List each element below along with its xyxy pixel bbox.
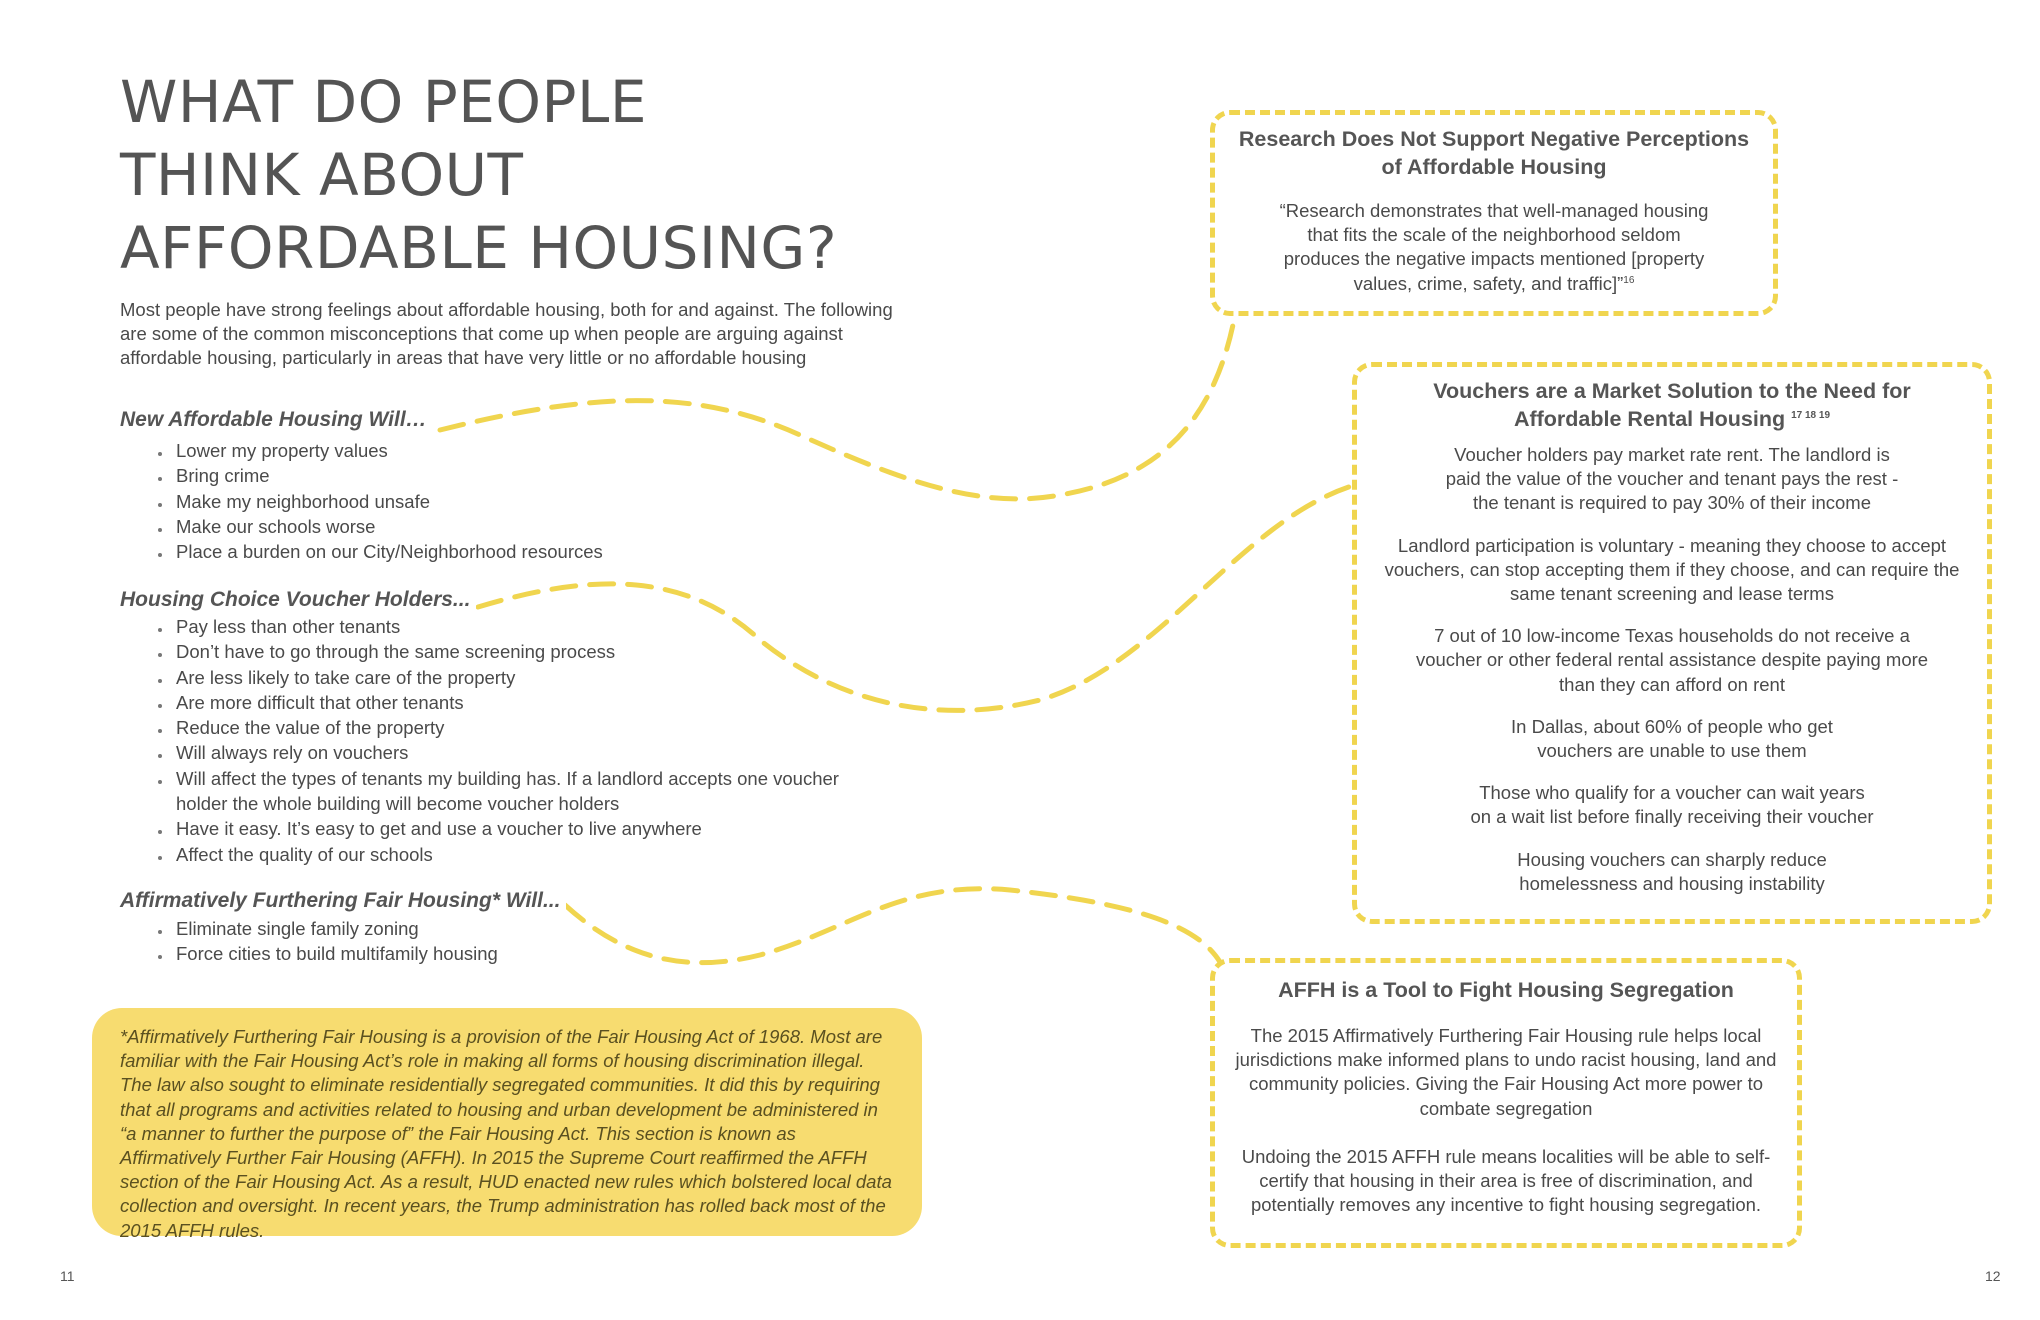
voucher-box [1352,362,1992,924]
connector-affh [565,889,1220,963]
list-item: • Reduce the value of the property [172,715,892,740]
list-item: • Lower my property values [172,438,603,463]
section-heading-new-housing: New Affordable Housing Will… [120,407,433,433]
voucher-box-title: Vouchers are a Market Solution to the Need for Affordable Rental Housing $^{17 18 19}$ [1433,379,1911,431]
voucher-paragraph: Voucher holders pay market rate rent. The landlord is paid the value of the voucher and tenant pays the rest - the tenant is required to pay 30% of their income [1445,444,1899,514]
affh-footnote-text: *Affirmatively Furthering Fair Housing is a provision of the Fair Housing Act of 1968. Most are familiar with the Fair Housing Act’s role in making all forms of housing discrimination illegal. The law also sought to eliminate residentially segregated communities. It did this by requiring that all programs and activities related to housing and urban development be administered in “a manner to further the purpose of” the Fair Housing Act. This section is known as Affirmatively Further Fair Housing (AFFH). In 2015 the Supreme Court reaffirmed the AFFH section of the Fair Housing Act. As a result, HUD enacted new rules which bolstered local data collection and oversight. In recent years, the Trump administration has rolled back most of the 2015 AFFH rules. [120,1026,892,1241]
list-item: • Eliminate single family zoning [172,916,498,941]
voucher-paragraph: Those who qualify for a voucher can wait years on a wait list before finally receiving their voucher [1470,782,1874,828]
title-line-1: WHAT DO PEOPLE [120,68,647,136]
list-item: • Will always rely on vouchers [172,740,892,765]
list-item: • Have it easy. It’s easy to get and use a voucher to live anywhere [172,816,892,841]
voucher-paragraph: Landlord participation is voluntary - meaning they choose to accept vouchers, can stop accepting them if they choose, and can require the same tenant screening and lease terms [1384,534,1960,605]
intro-paragraph: Most people have strong feelings about affordable housing, both for and against. The following are some of the common misconceptions that come up when people are arguing against affordable housing, particularly in areas that have very little or no affordable housing [120,299,893,368]
research-box-quote: “Research demonstrates that well-managed housing that fits the scale of the neighborhood seldom produces the negative impacts mentioned [property values, crime, safety, and traffic]”$^{16}$ [1279,200,1709,294]
list-item: • Force cities to build multifamily housing [172,941,498,966]
voucher-box-footnote-ref: 17 18 19 [1791,409,1831,421]
affh-paragraph: Undoing the 2015 AFFH rule means localities will be able to self-certify that housing in their area is free of discrimination, and potentially removes any incentive to fight housing segregation. [1241,1145,1771,1216]
list-item: • Don’t have to go through the same screening process [172,639,892,664]
voucher-paragraph: 7 out of 10 low-income Texas households do not receive a voucher or other federal rental assistance despite paying more than they can afford on rent [1415,625,1929,695]
list-item: • Affect the quality of our schools [172,842,892,867]
list-item: • Make our schools worse [172,514,603,539]
list-voucher-holders [150,614,892,867]
research-box [1210,110,1778,316]
section-heading-affh: Affirmatively Furthering Fair Housing* Will... [120,888,566,914]
section-heading-voucher-holders: Housing Choice Voucher Holders... [120,587,476,613]
list-item: • Make my neighborhood unsafe [172,489,603,514]
list-affh [150,916,498,967]
affh-footnote-card [92,1008,922,1241]
list-item: • Bring crime [172,463,603,488]
voucher-paragraph: Housing vouchers can sharply reduce homelessness and housing instability [1517,848,1827,894]
affh-paragraph: The 2015 Affirmatively Furthering Fair Housing rule helps local jurisdictions make informed plans to undo racist housing, land and community policies. Giving the Fair Housing Act more power to combate segregation [1235,1025,1777,1119]
list-item: • Pay less than other tenants [172,614,892,639]
list-item: • Place a burden on our City/Neighborhood resources [172,539,603,564]
voucher-paragraph: In Dallas, about 60% of people who get vouchers are unable to use them [1511,715,1833,762]
list-item: • Will affect the types of tenants my building has. If a landlord accepts one voucher holder the whole building will become voucher holders [172,766,892,817]
page-number-right: 12 [1985,1268,2001,1284]
list-item: • Are less likely to take care of the property [172,665,892,690]
page-title [120,66,837,285]
affh-box [1210,958,1802,1248]
research-box-footnote-ref: 16 [1623,274,1635,286]
list-item: • Are more difficult that other tenants [172,690,892,715]
page-number-left: 11 [60,1268,75,1284]
title-line-3: AFFORDABLE HOUSING? [120,214,838,282]
affh-box-title: AFFH is a Tool to Fight Housing Segregation [1278,978,1734,1002]
title-line-2: THINK ABOUT [120,141,524,209]
list-new-housing [150,438,603,564]
research-box-title: Research Does Not Support Negative Perceptions of Affordable Housing [1238,127,1750,179]
